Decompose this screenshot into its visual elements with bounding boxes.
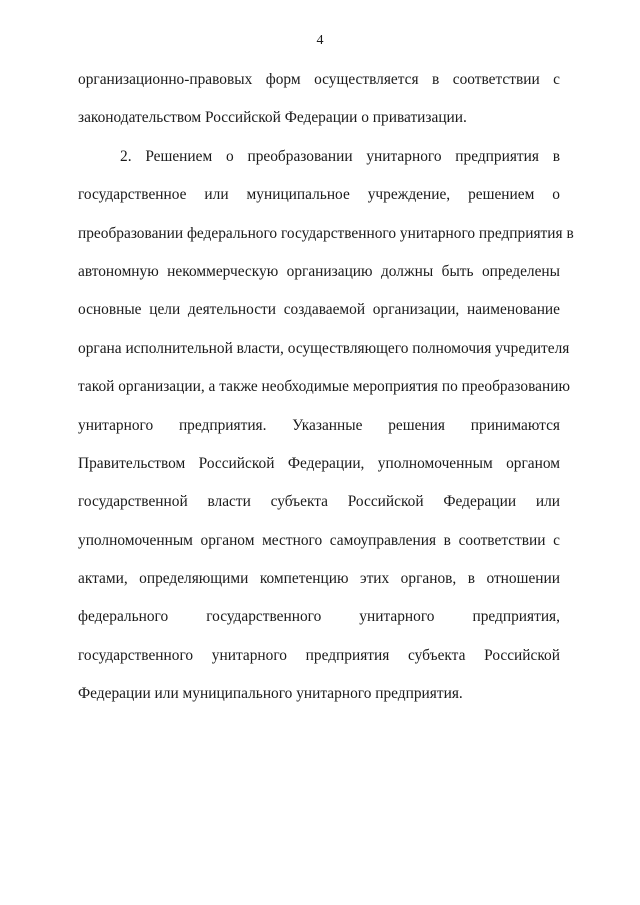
- document-body: [78, 70, 574, 723]
- text-line: преобразовании федерального государственного унитарного предприятия в: [78, 224, 574, 242]
- text-line: Правительством Российской Федерации, уполномоченным органом: [78, 454, 560, 472]
- text-line: государственного унитарного предприятия субъекта Российской: [78, 646, 560, 664]
- text-line: основные цели деятельности создаваемой организации, наименование: [78, 301, 560, 319]
- text-line: органа исполнительной власти, осуществляющего полномочия учредителя: [78, 339, 570, 357]
- text-line: автономную некоммерческую организацию должны быть определены: [78, 262, 560, 280]
- text-line: государственной власти субъекта Российской Федерации или: [78, 493, 560, 511]
- paragraph-1: [78, 70, 560, 147]
- text-line: законодательством Российской Федерации о приватизации.: [78, 109, 467, 127]
- text-line: актами, определяющими компетенцию этих органов, в отношении: [78, 570, 560, 588]
- page-number: 4: [316, 33, 324, 48]
- text-line: такой организации, а также необходимые мероприятия по преобразованию: [78, 378, 570, 396]
- text-line: организационно-правовых форм осуществляется в соответствии с: [78, 71, 560, 88]
- text-line: унитарного предприятия. Указанные решения принимаются: [78, 416, 560, 434]
- text-line: государственное или муниципальное учреждение, решением о: [78, 186, 560, 204]
- text-line: 2. Решением о преобразовании унитарного предприятия в: [120, 147, 560, 165]
- text-line: федерального государственного унитарного предприятия,: [78, 608, 560, 626]
- text-line: Федерации или муниципального унитарного предприятия.: [78, 685, 463, 703]
- paragraph-2: [78, 147, 574, 723]
- text-line: уполномоченным органом местного самоуправления в соответствии с: [78, 531, 560, 549]
